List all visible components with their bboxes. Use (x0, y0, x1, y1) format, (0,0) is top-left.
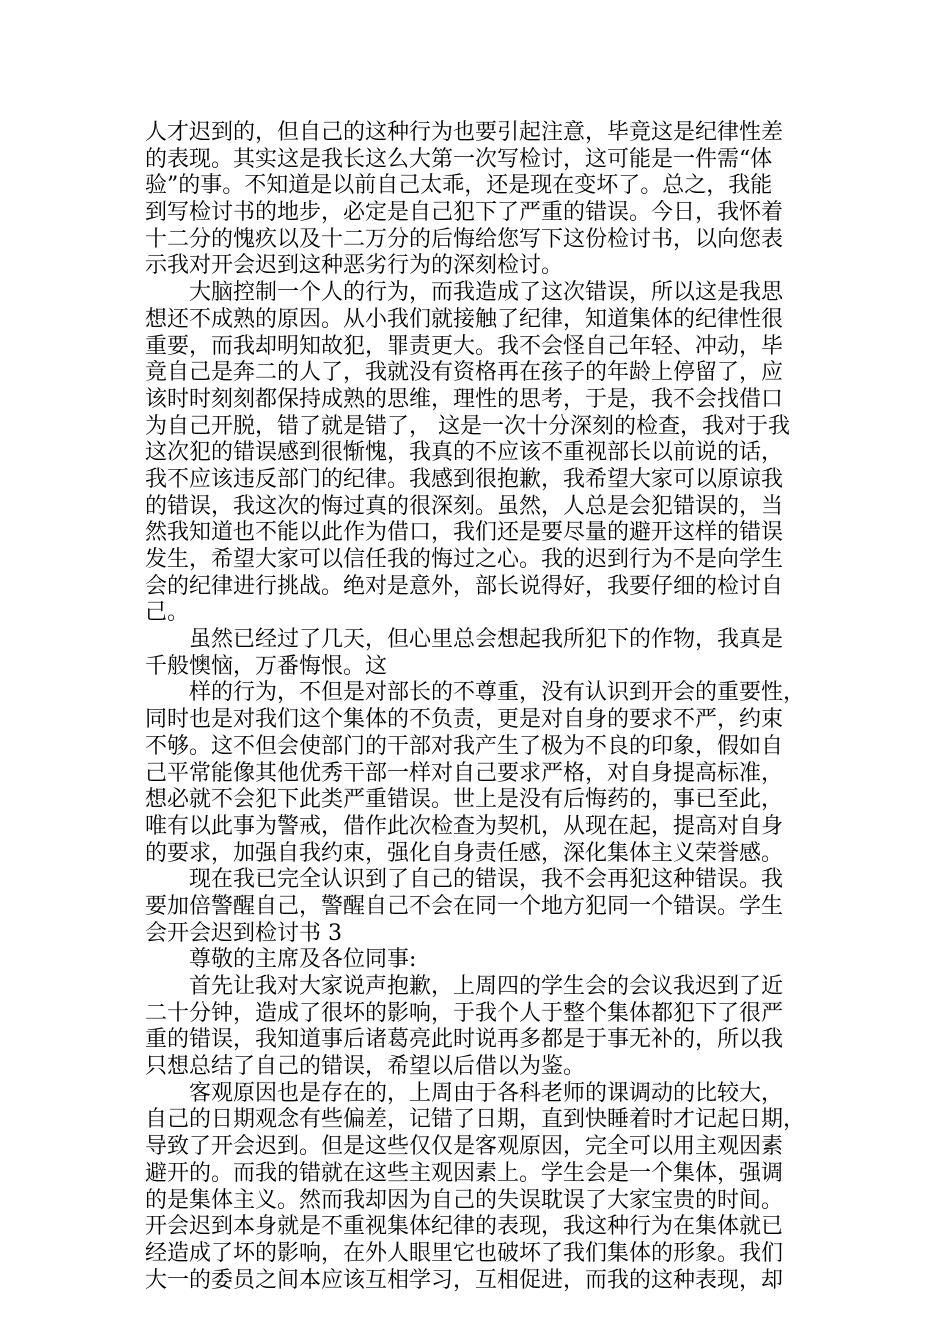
text-line: 的要求，加强自我约束，强化自身责任感，深化集体主义荣誉感。 (145, 840, 784, 866)
text-line: 大一的委员之间本应该互相学习，互相促进，而我的这种表现，却 (145, 1267, 784, 1293)
text-line: 到写检讨书的地步，必定是自己犯下了严重的错误。今日，我怀着 (145, 200, 784, 226)
text-line: 这次犯的错误感到很惭愧，我真的不应该不重视部长以前说的话， (145, 440, 784, 466)
text-line: 己平常能像其他优秀干部一样对自己要求严格，对自身提高标准， (145, 760, 784, 786)
text-line: 开会迟到本身就是不重视集体纪律的表现，我这种行为在集体就已 (145, 1214, 784, 1240)
text-line: 只想总结了自己的错误，希望以后借以为鉴。 (145, 1054, 586, 1080)
text-line: 人才迟到的，但自己的这种行为也要引起注意，毕竟这是纪律性差 (145, 120, 784, 145)
paragraph-start-line: 大脑控制一个人的行为，而我造成了这次错误，所以这是我思 (189, 280, 784, 306)
text-line: 会的纪律进行挑战。绝对是意外，部长说得好，我要仔细的检讨自 (145, 573, 784, 599)
text-line: 验”的事。不知道是以前自己太乖，还是现在变坏了。总之，我能 (145, 173, 773, 199)
text-line: 想还不成熟的原因。从小我们就接触了纪律，知道集体的纪律性很 (145, 306, 784, 332)
text-line: 的错误，我这次的悔过真的很深刻。虽然，人总是会犯错误的，当 (145, 493, 784, 519)
text-line: 不够。这不但会使部门的干部对我产生了极为不良的印象，假如自 (145, 733, 784, 759)
text-line: 然我知道也不能以此作为借口，我们还是要尽量的避开这样的错误 (145, 520, 784, 546)
text-line: 同时也是对我们这个集体的不负责，更是对自身的要求不严，约束 (145, 707, 784, 733)
paragraph-start-line: 现在我已完全认识到了自己的错误，我不会再犯这种错误。我 (189, 867, 784, 893)
salutation-line: 尊敬的主席及各位同事: (189, 947, 417, 973)
text-line: 的表现。其实这是我长这么大第一次写检讨，这可能是一件需“体 (145, 146, 773, 172)
text-line: 经造成了坏的影响，在外人眼里它也破坏了我们集体的形象。我们 (145, 1240, 784, 1266)
text-line: 己。 (145, 600, 190, 626)
text-line: 自己的日期观念有些偏差，记错了日期，直到快睡着时才记起日期， (145, 1107, 806, 1133)
paragraph-start-line: 样的行为，不但是对部长的不尊重，没有认识到开会的重要性， (189, 680, 806, 706)
paragraph-start-line: 首先让我对大家说声抱歉，上周四的学生会的会议我迟到了近 (189, 974, 784, 999)
text-line: 重的错误，我知道事后诸葛亮此时说再多都是于事无补的，所以我 (145, 1027, 784, 1053)
text-line: 避开的。而我的错就在这些主观因素上。学生会是一个集体，强调 (145, 1160, 784, 1186)
text-line: 发生，希望大家可以信任我的悔过之心。我的迟到行为不是向学生 (145, 547, 784, 572)
text-line: 想必就不会犯下此类严重错误。世上是没有后悔药的，事已至此， (145, 787, 784, 813)
text-line: 会开会迟到检讨书 3 (145, 920, 342, 946)
paragraph-start-line: 客观原因也是存在的，上周由于各科老师的课调动的比较大， (189, 1080, 784, 1106)
text-line: 要加倍警醒自己，警醒自己不会在同一个地方犯同一个错误。学生 (145, 893, 784, 919)
text-line: 重要，而我却明知故犯，罪责更大。我不会怪自己年轻、冲动，毕 (145, 333, 784, 359)
text-line: 的是集体主义。然而我却因为自己的失误耽误了大家宝贵的时间。 (145, 1187, 784, 1213)
paragraph-start-line: 虽然已经过了几天，但心里总会想起我所犯下的作物，我真是 (189, 627, 784, 653)
text-line: 我不应该违反部门的纪律。我感到很抱歉，我希望大家可以原谅我 (145, 466, 784, 492)
text-line: 该时时刻刻都保持成熟的思维，理性的思考，于是，我不会找借口 (145, 386, 784, 412)
text-line: 为自己开脱，错了就是错了， 这是一次十分深刻的检查，我对于我 (145, 413, 790, 439)
document-body (145, 120, 810, 1294)
text-line: 示我对开会迟到这种恶劣行为的深刻检讨。 (145, 253, 564, 279)
text-line: 千般懊恼，万番悔恨。这 (145, 653, 388, 679)
text-line: 竟自己是奔二的人了，我就没有资格再在孩子的年龄上停留了，应 (145, 360, 784, 386)
text-line: 二十分钟，造成了很坏的影响，于我个人于整个集体都犯下了很严 (145, 1000, 784, 1026)
text-line: 导致了开会迟到。但是这些仅仅是客观原因，完全可以用主观因素 (145, 1134, 784, 1160)
text-line: 唯有以此事为警戒，借作此次检查为契机，从现在起，提高对自身 (145, 813, 784, 839)
text-line: 十二分的愧疚以及十二万分的后悔给您写下这份检讨书，以向您表 (145, 226, 784, 252)
